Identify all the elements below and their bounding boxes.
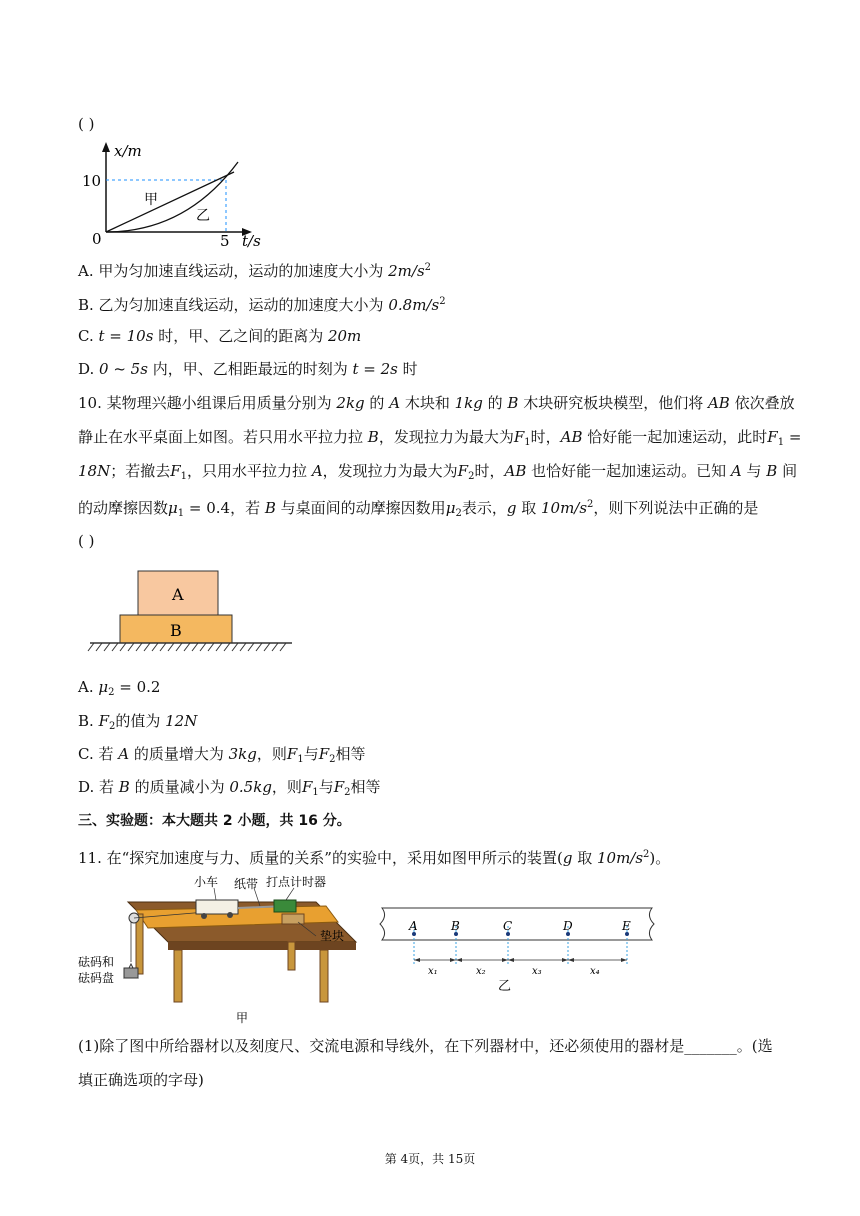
tape-gap-2: x₂ — [476, 966, 486, 977]
q9-xt-graph — [76, 140, 276, 250]
q10-bracket: ( ) — [78, 532, 95, 550]
tape-point-c: C — [503, 919, 513, 933]
tape-point-b: B — [451, 919, 460, 933]
section-3-heading: 三、实验题：本大题共 2 小题，共 16 分。 — [78, 813, 351, 829]
graph-line-b: 乙 — [196, 208, 210, 224]
label-weights-1: 砝码和 — [78, 955, 115, 969]
page-footer: 第 4页，共 15页 — [384, 1152, 476, 1166]
tape-gap-4: x₄ — [590, 966, 600, 977]
label-cart: 小车 — [194, 875, 219, 889]
caption-jia: 甲 — [236, 1011, 249, 1025]
graph-origin: 0 — [92, 230, 102, 248]
q9-option-d: D. 0 ~ 5s 内，甲、乙相距最远的时刻为 t = 2s 时 — [78, 360, 418, 378]
q11-part1-line-2: 填正确选项的字母) — [78, 1071, 204, 1089]
q9-option-a: A. 甲为匀加速直线运动，运动的加速度大小为 $2m/s^2$ — [78, 262, 432, 280]
caption-yi: 乙 — [498, 979, 512, 994]
q10-blocks-figure — [86, 568, 296, 658]
graph-line-a: 甲 — [144, 192, 158, 208]
q11-tape-figure — [376, 904, 660, 994]
tape-point-d: D — [563, 919, 573, 933]
q9-option-c: C. t = 10s 时，甲、乙之间的距离为 20m — [78, 327, 362, 345]
tape-point-e: E — [622, 919, 631, 933]
label-pad: 垫块 — [320, 929, 345, 943]
q10-stem-line-4: 的动摩擦因数$\mu_1 = 0.4$，若 B 与桌面间的动摩擦因数用$\mu_2$表示，g 取 $10m/s^2$，则下列说法中正确的是 — [78, 499, 759, 519]
tape-gap-3: x₃ — [532, 966, 542, 977]
q10-option-d: D. 若 B 的质量减小为 0.5kg，则$F_1$与$F_2$相等 — [78, 778, 381, 798]
q9-option-b: B. 乙为匀加速直线运动，运动的加速度大小为 $0.8m/s^2$ — [78, 296, 446, 314]
q11-part1-line-1: (1)除了图中所给器材以及刻度尺、交流电源和导线外，在下列器材中，还必须使用的器材是_______。(选 — [78, 1037, 773, 1055]
label-weights-2: 砝码盘 — [78, 971, 115, 985]
block-b-label: B — [170, 621, 182, 640]
tape-gap-1: x₁ — [428, 966, 438, 977]
graph-y-label: x/m — [114, 142, 142, 160]
label-tape: 纸带 — [234, 877, 259, 891]
q10-option-c: C. 若 A 的质量增大为 3kg，则$F_1$与$F_2$相等 — [78, 745, 366, 765]
q9-bracket: ( ) — [78, 115, 95, 133]
q10-option-a: A. $\mu_2 = 0.2$ — [78, 678, 161, 698]
q11-stem: 11. 在“探究加速度与力、质量的关系”的实验中，采用如图甲所示的装置(g 取 $10m/s^2$)。 — [78, 849, 671, 867]
label-timer: 打点计时器 — [266, 875, 327, 889]
q10-option-b: B. $F_2$的值为 12N — [78, 712, 198, 732]
tape-point-a: A — [409, 919, 418, 933]
graph-x-tick: 5 — [220, 232, 230, 250]
graph-x-label: t/s — [242, 232, 261, 250]
q10-stem-line-1: 10. 某物理兴趣小组课后用质量分别为 2kg 的 A 木块和 1kg 的 B 木块研究板块模型，他们将 AB 依次叠放 — [78, 394, 795, 412]
q11-apparatus-figure — [76, 870, 366, 1030]
graph-y-tick: 10 — [82, 172, 102, 190]
block-a-label: A — [172, 585, 184, 604]
q10-stem-line-2: 静止在水平桌面上如图。若只用水平拉力拉 B，发现拉力为最大为$F_1$时，AB 恰好能一起加速运动，此时$F_1$ = — [78, 428, 802, 448]
q10-stem-line-3: 18N；若撤去$F_1$，只用水平拉力拉 A，发现拉力为最大为$F_2$时，AB 也恰好能一起加速运动。已知 A 与 B 间 — [78, 462, 798, 482]
